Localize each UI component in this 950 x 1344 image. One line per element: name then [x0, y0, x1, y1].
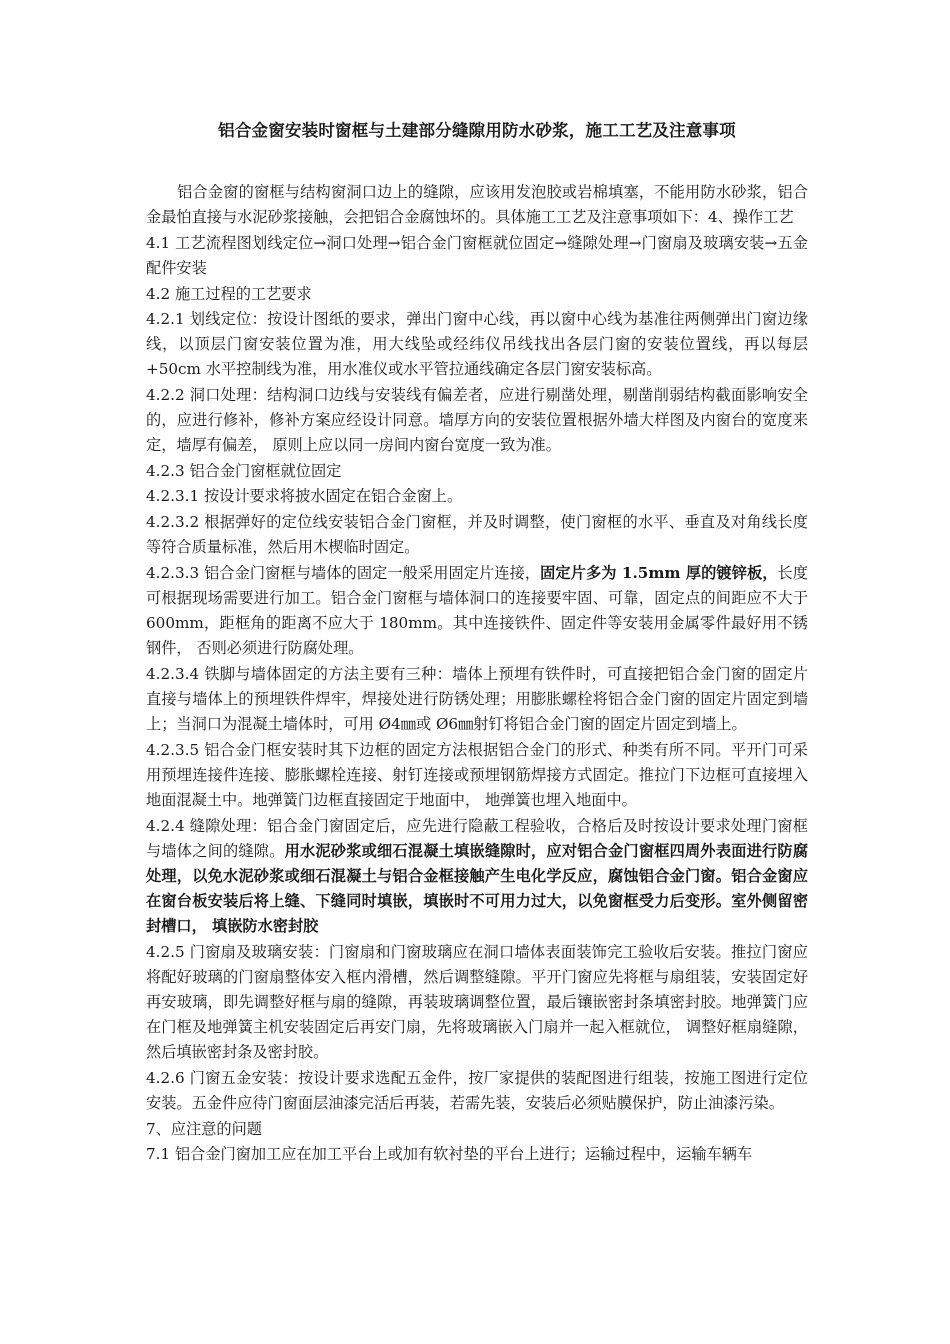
section-4-2-6: 4.2.6 门窗五金安装：按设计要求选配五金件，按厂家提供的装配图进行组装，按施工图进行定位安装。五金件应待门窗面层油漆完活后再装，若需先装，安装后必须贴膜保护，防止油漆污染。 — [146, 1069, 808, 1112]
document-page — [146, 118, 808, 1168]
section-4-2-4-bold: 用水泥砂浆或细石混凝土填嵌缝隙时，应对铝合金门窗框四周外表面进行防腐处理，以免水泥砂浆或细石混凝土与铝合金框接触产生电化学反应，腐蚀铝合金门窗。铝合金窗应在窗台板安装后将上缝、下缝同时填嵌，填嵌时不可用力过大，以免窗框受力后变形。室外侧留密封槽口， 填嵌防水密封胶 — [146, 842, 809, 935]
section-4-2-3-3-part-a: 4.2.3.3 铝合金门窗框与墙体的固定一般采用固定片连接， — [146, 564, 541, 582]
section-4-2-5: 4.2.5 门窗扇及玻璃安装：门窗扇和门窗玻璃应在洞口墙体表面装饰完工验收后安装。推拉门窗应将配好玻璃的门窗扇整体安入框内滑槽，然后调整缝隙。平开门窗应先将框与扇组装，安装固定好再安玻璃，即先调整好框与扇的缝隙，再装玻璃调整位置，最后镶嵌密封条填密封胶。地弹簧门应在门框及地弹簧主机安装固定后再安门扇，先将玻璃嵌入门扇并一起入框就位， 调整好框扇缝隙，然后填嵌密封条及密封胶。 — [146, 943, 808, 1061]
section-4-1: 4.1 工艺流程图划线定位→洞口处理→铝合金门窗框就位固定→缝隙处理→门窗扇及玻璃安装→五金配件安装 — [146, 234, 808, 277]
section-4-2-2: 4.2.2 洞口处理：结构洞口边线与安装线有偏差者，应进行剔凿处理，剔凿削弱结构截面影响安全的，应进行修补，修补方案应经设计同意。墙厚方向的安装位置根据外墙大样图及内窗台的宽度来定，墙厚有偏差， 原则上应以同一房间内窗台宽度一致为准。 — [146, 386, 808, 454]
section-4-2-3-5: 4.2.3.5 铝合金门框安装时其下边框的固定方法根据铝合金门的形式、种类有所不同。平开门可采用预埋连接件连接、膨胀螺栓连接、射钉连接或预埋钢筋焊接方式固定。推拉门下边框可直接埋入地面混凝土中。地弹簧门边框直接固定于地面中， 地弹簧也埋入地面中。 — [146, 741, 808, 809]
section-4-2-3-3-bold: 固定片多为 1.5mm 厚的镀锌板， — [540, 564, 778, 582]
section-4-2-3-2: 4.2.3.2 根据弹好的定位线安装铝合金门窗框，并及时调整，使门窗框的水平、垂直及对角线长度等符合质量标准，然后用木楔临时固定。 — [146, 513, 808, 556]
section-4-2-4-part-a: 4.2.4 缝隙处理：铝合金门窗固定后，应先进行隐蔽工程验收，合格后及时按设计要求处理门窗框与墙体之间的缝隙。 — [146, 817, 808, 860]
section-7-1: 7.1 铝合金门窗加工应在加工平台上或加有软衬垫的平台上进行；运输过程中，运输车辆车 — [146, 1145, 753, 1163]
section-7-heading: 7、应注意的问题 — [146, 1120, 262, 1138]
section-4-2-3-3 — [146, 561, 808, 661]
section-4-2-1: 4.2.1 划线定位：按设计图纸的要求，弹出门窗中心线，再以窗中心线为基准往两侧弹出门窗边缘线，以顶层门窗安装位置为准，用大线坠或经纬仪吊线找出各层门窗的安装位置线，再以每层+50cm 水平控制线为准，用水准仪或水平管拉通线确定各层门窗安装标高。 — [146, 310, 808, 378]
document-title: 铝合金窗安装时窗框与土建部分缝隙用防水砂浆，施工工艺及注意事项 — [218, 121, 736, 140]
section-4-2-3-3-part-c: 长度可根据现场需要进行加工。铝合金门窗框与墙体洞口的连接要牢固、可靠，固定点的间距应不大于 600mm，距框角的距离不应大于 180mm。其中连接铁件、固定件等安装用金属零件最好用不锈钢件， 否则必须进行防腐处理。 — [146, 564, 808, 657]
intro-paragraph: 铝合金窗的窗框与结构窗洞口边上的缝隙，应该用发泡胶或岩棉填塞，不能用防水砂浆，铝合金最怕直接与水泥砂浆接触，会把铝合金腐蚀坏的。具体施工工艺及注意事项如下：4、操作工艺 — [146, 183, 808, 226]
section-4-2-3-4: 4.2.3.4 铁脚与墙体固定的方法主要有三种：墙体上预埋有铁件时，可直接把铝合金门窗的固定片直接与墙体上的预埋铁件焊牢，焊接处进行防锈处理；用膨胀螺栓将铝合金门窗的固定片固定到墙上；当洞口为混凝土墙体时，可用 Ø4㎜或 Ø6㎜射钉将铝合金门窗的固定片固定到墙上。 — [146, 665, 808, 733]
section-4-2-3-1: 4.2.3.1 按设计要求将披水固定在铝合金窗上。 — [146, 487, 463, 505]
section-4-2-heading: 4.2 施工过程的工艺要求 — [146, 285, 312, 303]
section-4-2-3-heading: 4.2.3 铝合金门窗框就位固定 — [146, 462, 342, 480]
section-4-2-4 — [146, 814, 808, 939]
